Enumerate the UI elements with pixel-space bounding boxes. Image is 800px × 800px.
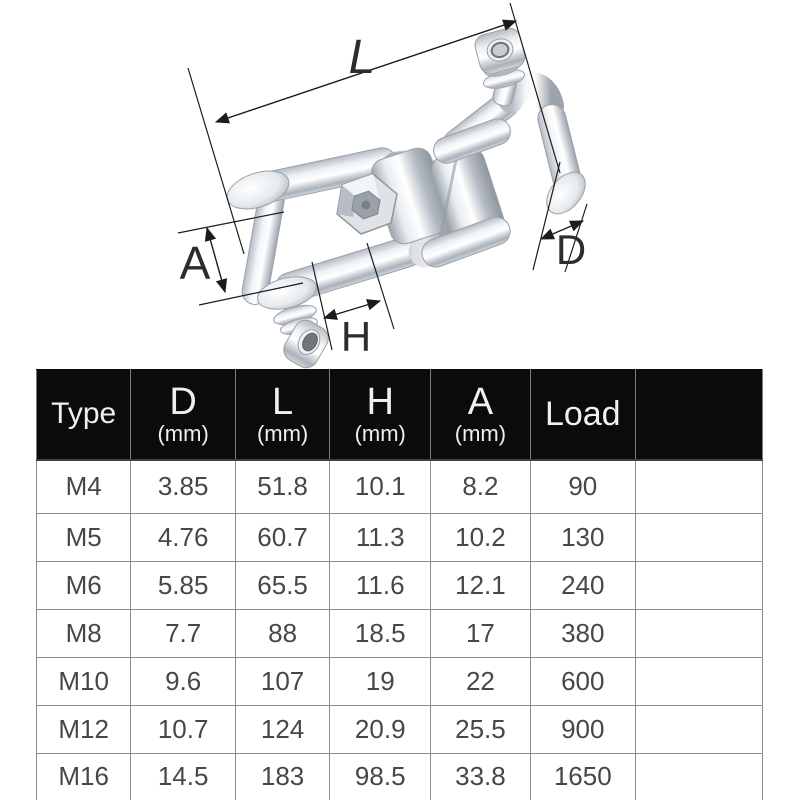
cell-load: 130	[530, 513, 635, 561]
cell-extra	[635, 705, 762, 753]
cell-d: 3.85	[131, 460, 236, 514]
cell-extra	[635, 609, 762, 657]
cell-a: 17	[431, 609, 530, 657]
dim-label-A: A	[179, 237, 211, 289]
dim-label-D: D	[555, 226, 587, 273]
header-title: A	[467, 381, 494, 424]
table-row-M5	[37, 513, 763, 561]
header-title: H	[366, 381, 394, 424]
right-fork-bow	[511, 85, 551, 106]
cell-a: 12.1	[431, 561, 530, 609]
cell-load: 380	[530, 609, 635, 657]
table-row-M6	[37, 561, 763, 609]
header-title: Type	[51, 397, 117, 431]
cell-type: M6	[37, 561, 131, 609]
cell-type: M16	[37, 753, 131, 800]
cell-h: 20.9	[330, 705, 431, 753]
header-row	[37, 370, 763, 460]
cell-type: M8	[37, 609, 131, 657]
cell-l: 124	[235, 705, 329, 753]
cell-load: 1650	[530, 753, 635, 800]
cell-h: 11.3	[330, 513, 431, 561]
cell-a: 33.8	[431, 753, 530, 800]
product-diagram	[0, 0, 800, 370]
cell-type: M5	[37, 513, 131, 561]
cell-l: 88	[235, 609, 329, 657]
cell-type: M10	[37, 657, 131, 705]
cell-load: 240	[530, 561, 635, 609]
cell-h: 19	[330, 657, 431, 705]
header-unit: (mm)	[256, 421, 309, 447]
swivel-body	[222, 26, 593, 370]
cell-a: 22	[431, 657, 530, 705]
dim-label-H: H	[340, 313, 372, 360]
cell-l: 107	[235, 657, 329, 705]
cell-load: 90	[530, 460, 635, 514]
header-title: D	[169, 381, 197, 424]
cell-load: 900	[530, 705, 635, 753]
header-unit: (mm)	[157, 421, 209, 447]
cell-extra	[635, 513, 762, 561]
cell-extra	[635, 753, 762, 800]
header-unit: (mm)	[354, 421, 406, 447]
dim-L-ext-left	[188, 68, 244, 254]
cell-extra	[635, 460, 762, 514]
header-title: L	[272, 381, 294, 424]
column-header-type	[37, 370, 131, 460]
cell-extra	[635, 561, 762, 609]
column-header-h	[330, 370, 431, 460]
table-row-M10	[37, 657, 763, 705]
header-unit: (mm)	[454, 421, 507, 447]
cell-type: M4	[37, 460, 131, 514]
cell-d: 7.7	[131, 609, 236, 657]
table-row-M8	[37, 609, 763, 657]
cell-a: 25.5	[431, 705, 530, 753]
cell-type: M12	[37, 705, 131, 753]
column-header-empty	[635, 370, 762, 460]
spec-table	[36, 369, 763, 800]
cell-h: 11.6	[330, 561, 431, 609]
cell-a: 10.2	[431, 513, 530, 561]
dim-label-L: L	[348, 31, 376, 84]
cell-h: 18.5	[330, 609, 431, 657]
cell-d: 14.5	[131, 753, 236, 800]
cell-l: 183	[235, 753, 329, 800]
cell-l: 65.5	[235, 561, 329, 609]
cell-d: 9.6	[131, 657, 236, 705]
spec-table-body	[37, 460, 763, 800]
cell-l: 60.7	[235, 513, 329, 561]
cell-d: 10.7	[131, 705, 236, 753]
cell-l: 51.8	[235, 460, 329, 514]
table-row-M12	[37, 705, 763, 753]
cell-extra	[635, 657, 762, 705]
swivel-shackle-drawing	[0, 0, 800, 370]
header-title: Load	[544, 395, 621, 434]
cell-d: 4.76	[131, 513, 236, 561]
cell-d: 5.85	[131, 561, 236, 609]
column-header-l	[235, 370, 329, 460]
spec-table-header	[37, 370, 763, 460]
column-header-load	[530, 370, 635, 460]
column-header-a	[431, 370, 530, 460]
column-header-d	[131, 370, 236, 460]
cell-load: 600	[530, 657, 635, 705]
table-row-M4	[37, 460, 763, 514]
cell-h: 98.5	[330, 753, 431, 800]
table-row-M16	[37, 753, 763, 800]
cell-a: 8.2	[431, 460, 530, 514]
cell-h: 10.1	[330, 460, 431, 514]
